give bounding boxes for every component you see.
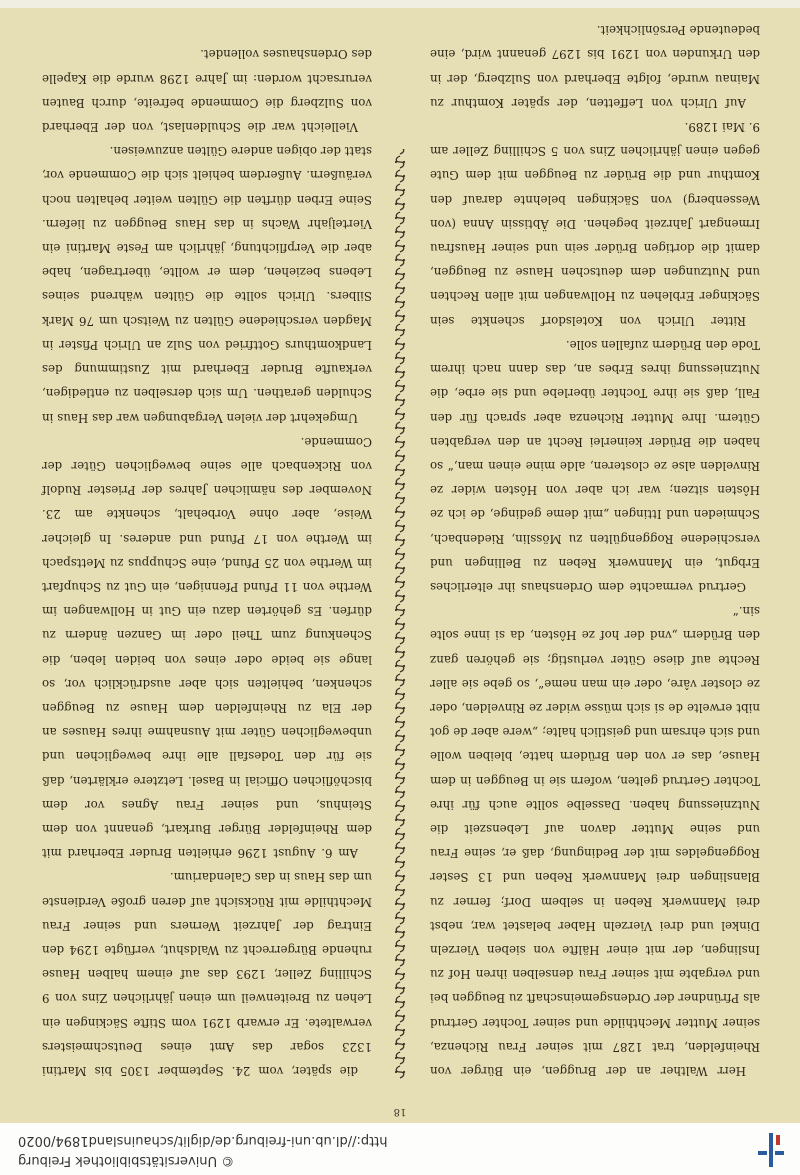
ub-freiburg-logo-icon xyxy=(756,1131,786,1169)
right-text-column xyxy=(42,47,372,1083)
ornamental-column-divider xyxy=(392,149,408,1079)
left-text-column xyxy=(430,23,760,1083)
copyright-notice: © Universitätsbibliothek Freiburg xyxy=(18,1153,235,1168)
paragraph: die später, vom 24. September 1305 bis Martini 1323 sogar das Amt eines Deutschmeisters verwaltete. Er erwarb 1291 vom Stifte Säckingen ein Lehen zu Breitenweil um einen jährlichen Zins von 9 Schilling Zeller, 1293 das auf einem halben Hause ruhende Bürgerrecht zu Waldshut, verfügte 1294 den Eintrag der Jahrzeit Werners und seiner Frau Mechthilde mit Rücksicht auf deren große Verdienste um das Haus in das Calendarium. xyxy=(42,870,372,1078)
header-bar xyxy=(0,1122,800,1175)
permalink-url[interactable]: http://dl.ub.uni-freiburg.de/diglit/schauinsland1894/0020 xyxy=(18,1133,388,1148)
paragraph: Ritter Ulrich von Kotelsdorf schenkte sein Säckinger Erblehen zu Hollwangen mit allen Rechten und Nutzungen dem deutschen Hause zu Beuggen, damit die dortigen Brüder sein und seiner Hausfrau Irmengart Jahrzeit begehen. Die Äbtissin Anna (von Wessenberg) von Säckingen belehnte darauf den Komthur und die Brüder zu Beuggen mit dem Gute gegen einen jährlichen Zins von 5 Schilling Zeller am 9. Mai 1289. xyxy=(430,120,760,328)
paragraph: Herr Walther an der Bruggen, ein Bürger von Rheinfelden, trat 1287 mit seiner Frau Richenza, seiner Mutter Mechthilde und seiner Tochter Gertrud als Pfründner der Ordensgemeinschaft zu Beuggen bei und vergabte mit seiner Frau denselben ihren Hof zu Inslingen, der mit einer Hälfte von sieben Vierzeln Dinkel und drei Vierzeln Haber belastet war, nebst drei Mannwerk Reben in selbem Dorf; ferner zu Blanslingen drei Mannwerk Reben und 13 Sester Roggengeldes mit der Bedingung, daß er, seine Frau und seine Mutter davon auf Lebenszeit die Nutzniessung haben. Dasselbe sollte auch für ihre Tochter Gertrud gelten, wofern sie in Beuggen in dem Hause, das er von den Brüdern hatte, bleiben wolle und sich ehrsam und geistlich halte; „were aber de got nibt erwelte de si sich müsse wider ze Rinvelden, oder ze closter vâre, oder ein man neme“, so gebe sie aller Rechte auf diese Güter verlustig; sie gehören ganz den Brüdern „vnd der hof ze Hôsten, da si inne solte sin.“ xyxy=(430,604,760,1078)
page-number: 18 xyxy=(393,1106,407,1117)
paragraph: Gertrud vermachte dem Ordenshaus ihr elterliches Erbgut, ein Mannwerk Reben zu Bellingen und verschiedene Roggengülten zu Mösslin, Riedenbach, Schmieden und Ittingen „mit deme gedinge, de ich ze Hôsten sitzen; war ich aber von Hôsten wider ze Rinvelden alse ze closteren, alde mine einen man,“ so haben die Brüder keinerlei Recht an den vergabten Gütern. Ihre Mutter Richenza aber sprach für den Fall, daß sie ihre Tochter überlebe und sie erbe, die Nutzniessung ihres Erbes an, das dann nach ihrem Tode den Brüdern zufallen solle. xyxy=(430,337,760,594)
paragraph: Vielleicht war die Schuldenlast, von der Eberhard von Sulzberg die Commende befreite, durch Bauten verursacht worden: im Jahre 1298 wurde die Kapelle des Ordenshauses vollendet. xyxy=(42,47,372,135)
paragraph: Am 6. August 1296 erhielten Bruder Eberhard mit dem Rheinfelder Bürger Burkart, genannt von dem Steinhus, und seiner Frau Agnes vor dem bischöflichen Official in Basel. Letztere erklärten, daß sie für den Todesfall alle ihre beweglichen und unbeweglichen Güter mit Ausnahme ihres Hauses an der Ela zu Rheinfelden dem Hause zu Beuggen schenken, behielten sich aber ausdrücklich vor, so lange sie beide oder eines von beiden leben, die Schenkung zum Theil oder im Ganzen ändern zu dürfen. Es gehörten dazu ein Gut in Hollwangen im Werthe von 11 Pfund Pfennigen, ein Gut zu Schupfart im Werthe von 25 Pfund, eine Schuppus zu Mettspach im Werthe von 17 Pfund und anderes. In gleicher Weise, aber ohne Vorbehalt, schenkte am 23. November des nämlichen Jahres der Priester Rudolf von Rickenbach alle seine beweglichen Güter der Commende. xyxy=(42,434,372,861)
paragraph: Auf Ulrich von Leffetten, der später Komthur zu Mainau wurde, folgte Eberhard von Sulzberg, der in den Urkunden von 1291 bis 1297 genannt wird, eine bedeutende Persönlichkeit. xyxy=(430,23,760,110)
viewer-footer-strip xyxy=(0,0,800,8)
paragraph: Umgekehrt der vielen Vergabungen war das Haus in Schulden gerathen. Um sich derselben zu entledigen, verkaufte Bruder Eberhard mit Zustimmung des Landkomthurs Gottfried von Sulz an Ulrich Pfister in Magden verschiedene Gülten zu Weitsch um 76 Mark Silbers. Ulrich sollte die Gülten während seines Lebens beziehen, dem er wollte, übertragen, habe aber die Verpflichtung, jährlich am Feste Martini ein Vierteljahr Wachs in das Haus Beuggen zu liefern. Seine Erben dürften die Gülten weiter behalten noch veräußern. Außerdem behielt sich die Commende vor, statt der obigen andere Gülten anzuweisen. xyxy=(42,144,372,425)
